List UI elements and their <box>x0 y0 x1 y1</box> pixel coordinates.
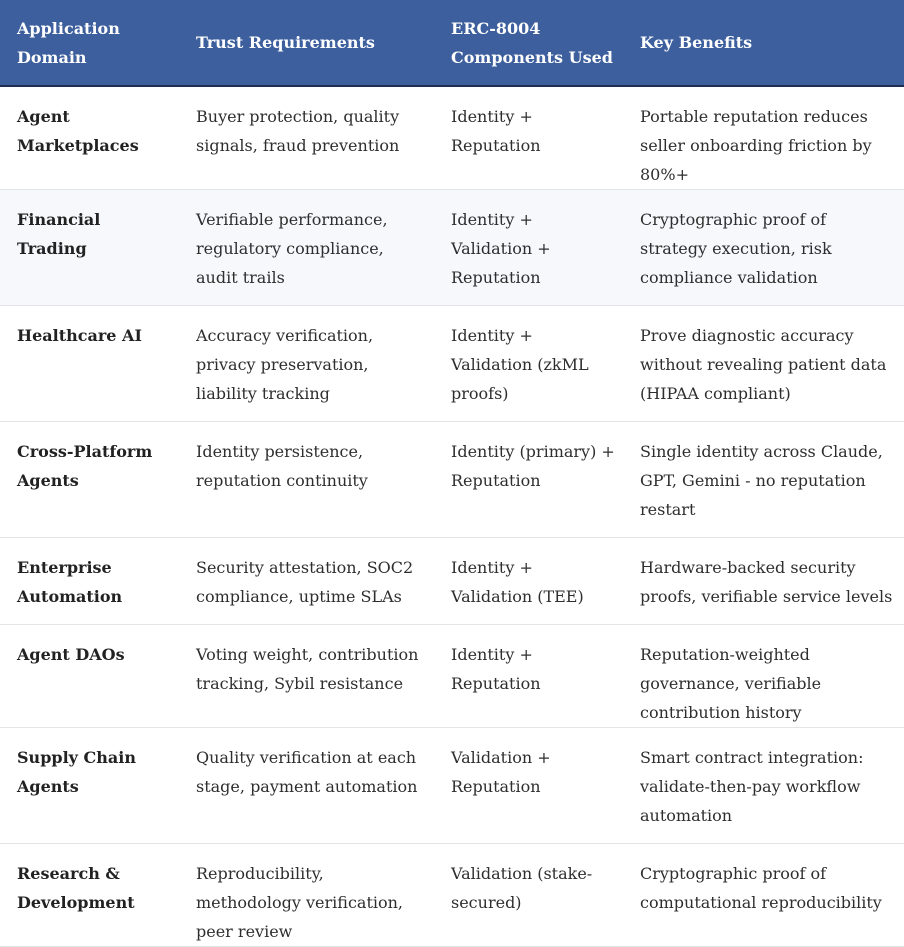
header-key-benefits: Key Benefits <box>623 0 904 86</box>
cell-components: Identity + Reputation <box>434 625 623 728</box>
cell-benefits: Smart contract integration: validate-then-pay workflow automation <box>623 728 904 844</box>
table-row <box>0 86 904 190</box>
cell-domain: Research & Development <box>0 844 179 947</box>
table-row <box>0 422 904 538</box>
cell-benefits: Reputation-weighted governance, verifiable contribution history <box>623 625 904 728</box>
cell-trust: Accuracy verification, privacy preservation, liability tracking <box>179 306 434 422</box>
cell-benefits: Portable reputation reduces seller onboarding friction by 80%+ <box>623 86 904 190</box>
cell-components: Validation (stake-secured) <box>434 844 623 947</box>
cell-domain: Financial Trading <box>0 190 179 306</box>
cell-domain: Agent Marketplaces <box>0 86 179 190</box>
header-application-domain: Application Domain <box>0 0 179 86</box>
cell-domain: Supply Chain Agents <box>0 728 179 844</box>
table-body <box>0 86 904 947</box>
table-row <box>0 625 904 728</box>
cell-trust: Quality verification at each stage, payment automation <box>179 728 434 844</box>
table-row <box>0 538 904 625</box>
cell-trust: Identity persistence, reputation continuity <box>179 422 434 538</box>
cell-domain: Enterprise Automation <box>0 538 179 625</box>
cell-components: Identity + Reputation <box>434 86 623 190</box>
table-row <box>0 844 904 947</box>
cell-trust: Security attestation, SOC2 compliance, uptime SLAs <box>179 538 434 625</box>
cell-benefits: Cryptographic proof of strategy execution, risk compliance validation <box>623 190 904 306</box>
table-row <box>0 306 904 422</box>
cell-components: Identity + Validation (TEE) <box>434 538 623 625</box>
cell-components: Identity + Validation (zkML proofs) <box>434 306 623 422</box>
table-row <box>0 728 904 844</box>
cell-benefits: Cryptographic proof of computational reproducibility <box>623 844 904 947</box>
cell-trust: Voting weight, contribution tracking, Sybil resistance <box>179 625 434 728</box>
cell-trust: Reproducibility, methodology verification, peer review <box>179 844 434 947</box>
cell-domain: Healthcare AI <box>0 306 179 422</box>
cell-components: Identity (primary) + Reputation <box>434 422 623 538</box>
cell-benefits: Single identity across Claude, GPT, Gemini - no reputation restart <box>623 422 904 538</box>
table-header <box>0 0 904 86</box>
header-row <box>0 0 904 86</box>
cell-components: Validation + Reputation <box>434 728 623 844</box>
table-row <box>0 190 904 306</box>
cell-trust: Buyer protection, quality signals, fraud prevention <box>179 86 434 190</box>
cell-benefits: Prove diagnostic accuracy without revealing patient data (HIPAA compliant) <box>623 306 904 422</box>
header-components-used: ERC-8004 Components Used <box>434 0 623 86</box>
cell-domain: Agent DAOs <box>0 625 179 728</box>
header-trust-requirements: Trust Requirements <box>179 0 434 86</box>
cell-components: Identity + Validation + Reputation <box>434 190 623 306</box>
cell-domain: Cross-Platform Agents <box>0 422 179 538</box>
cell-benefits: Hardware-backed security proofs, verifiable service levels <box>623 538 904 625</box>
cell-trust: Verifiable performance, regulatory compliance, audit trails <box>179 190 434 306</box>
